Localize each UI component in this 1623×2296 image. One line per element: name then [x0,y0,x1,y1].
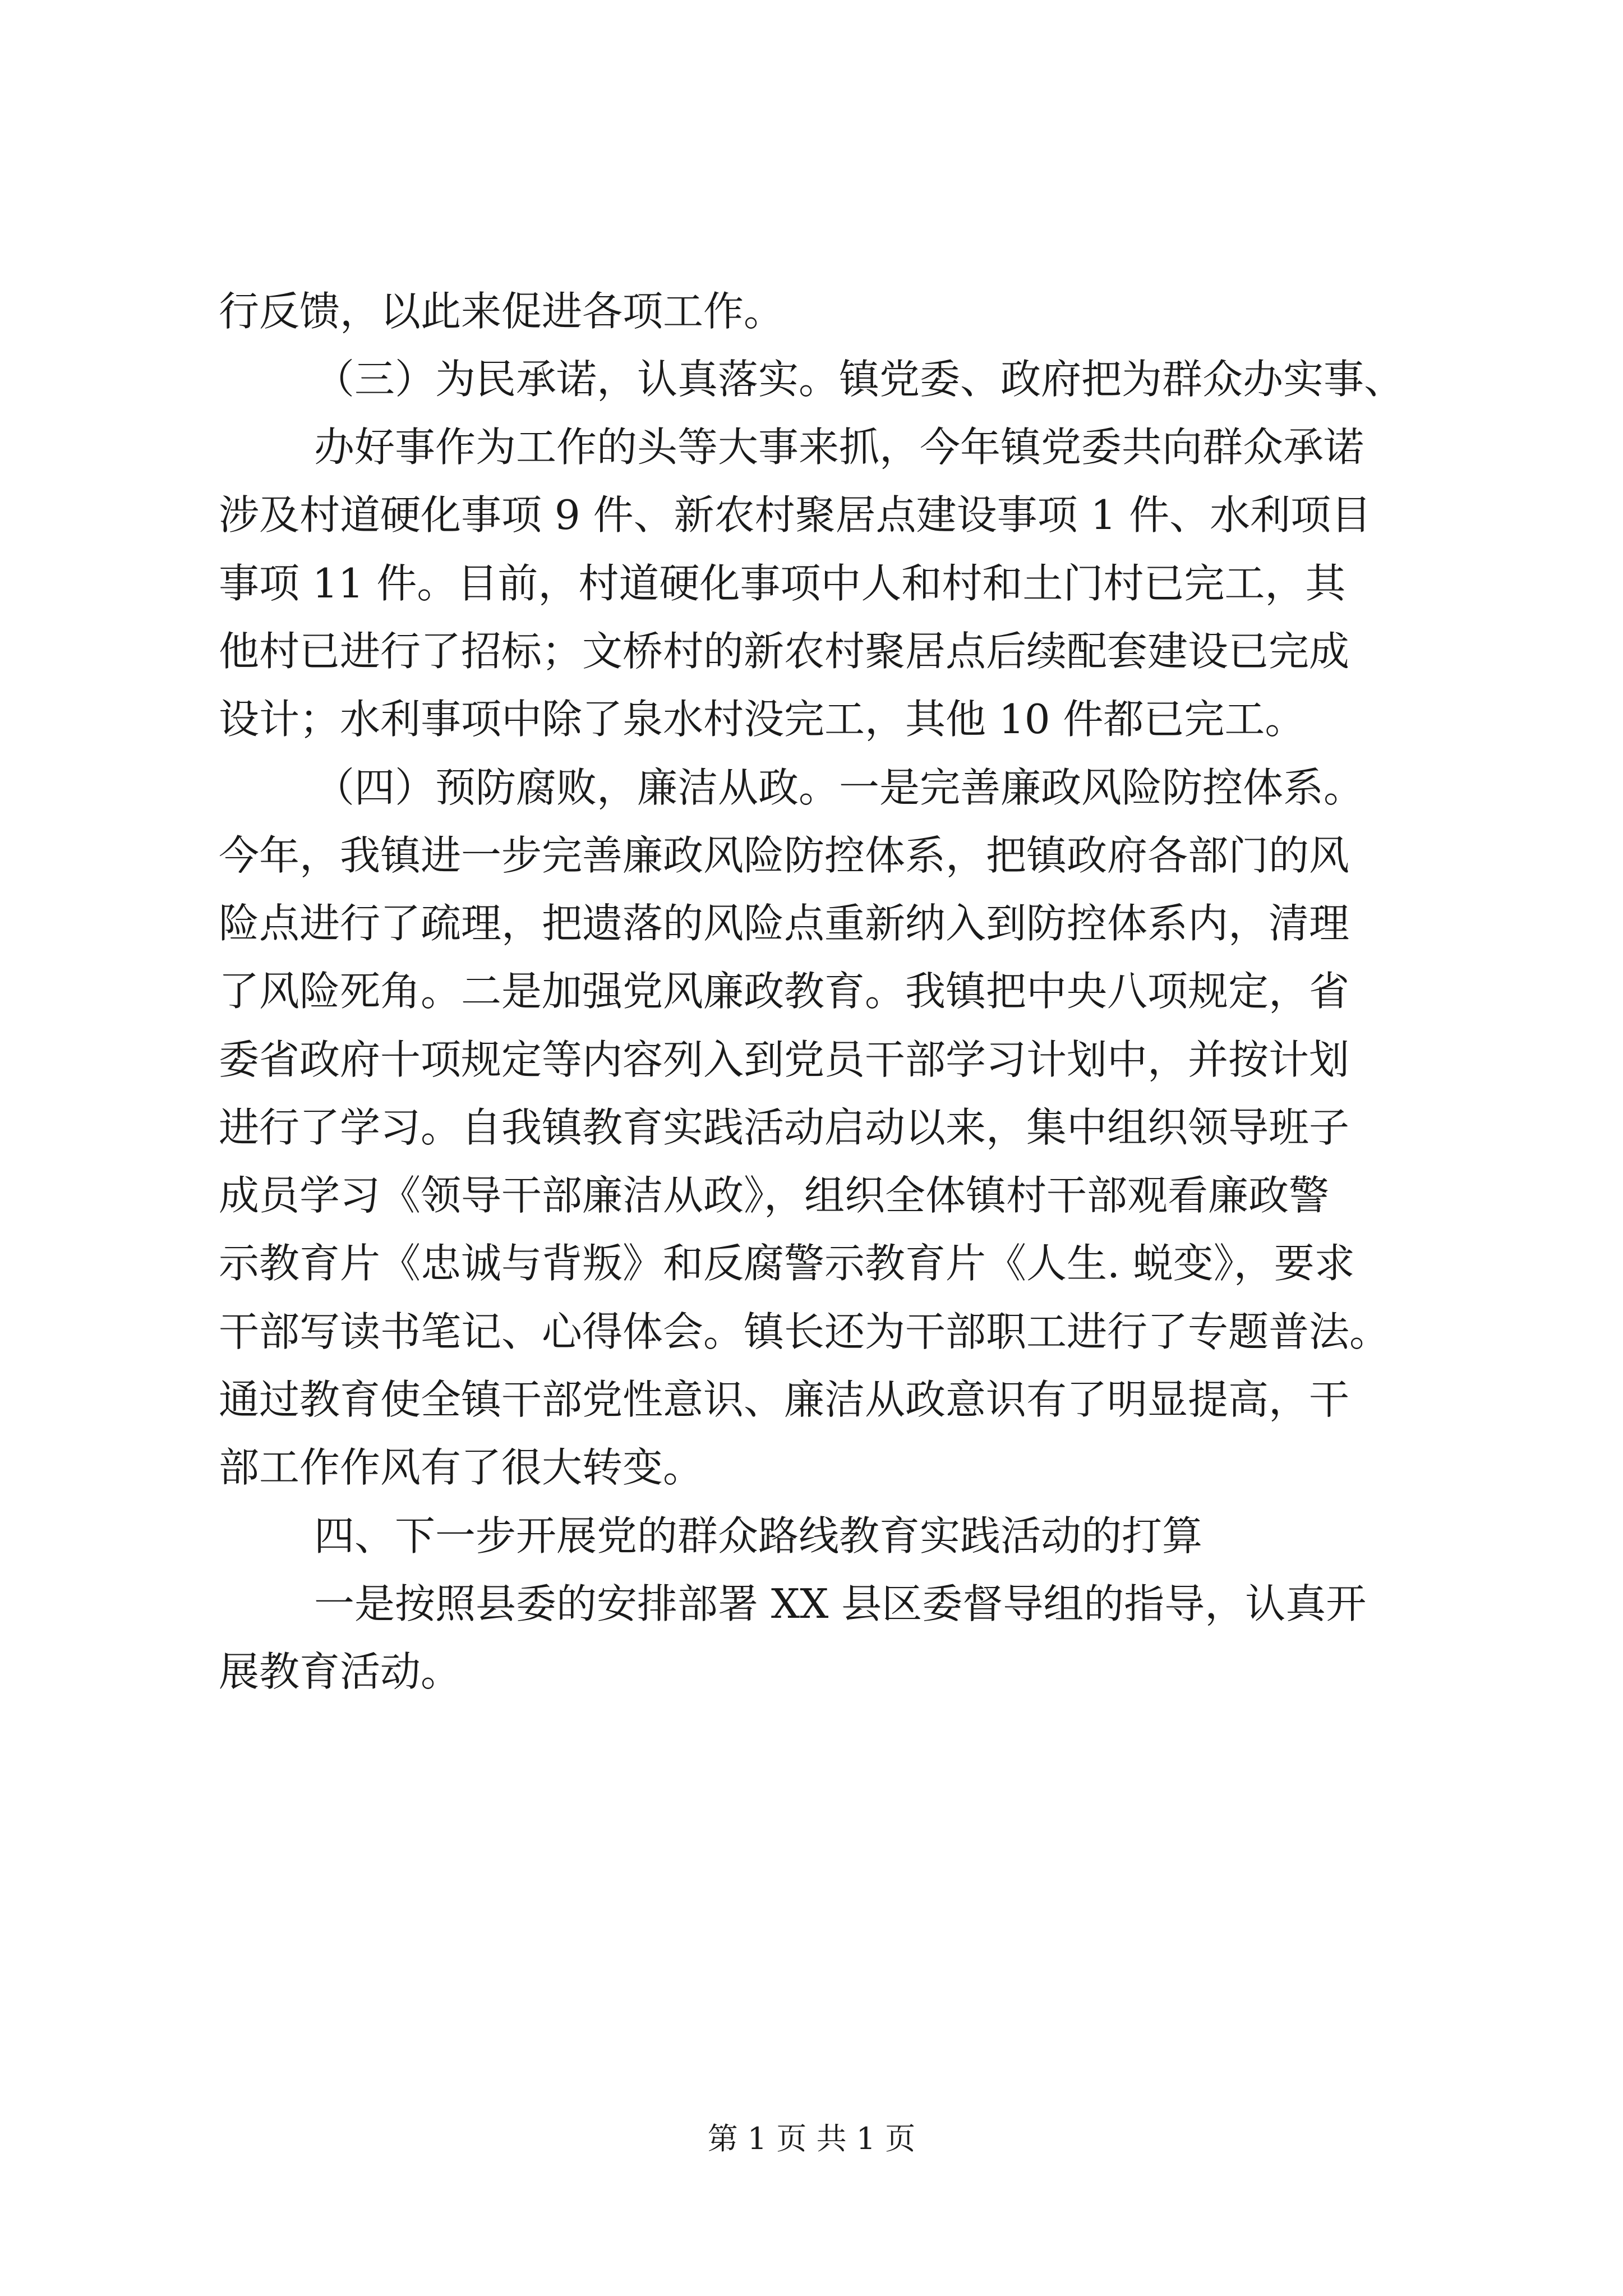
text-line-10: 险点进行了疏理，把遗落的风险点重新纳入到防控体系内，清理 [219,900,1350,947]
text-line-21: 展教育活动。 [219,1648,462,1695]
text-line-17: 通过教育使全镇干部党性意识、廉洁从政意识有了明显提高，干 [219,1376,1350,1423]
text-line-12: 委省政府十项规定等内容列入到党员干部学习计划中，并按计划 [219,1036,1350,1083]
text-line-3: 办好事作为工作的头等大事来抓，今年镇党委共向群众承诺 [314,424,1364,471]
text-line-2: （三）为民承诺，认真落实。镇党委、政府把为群众办实事、 [314,356,1405,403]
text-line-13: 进行了学习。自我镇教育实践活动启动以来，集中组织领导班子 [219,1104,1350,1151]
text-line-4: 涉及村道硬化事项 9 件、新农村聚居点建设事项 1 件、水利项目 [219,491,1372,539]
text-line-15: 示教育片《忠诚与背叛》和反腐警示教育片《人生. 蜕变》，要求 [219,1240,1355,1287]
text-line-11: 了风险死角。二是加强党风廉政教育。我镇把中央八项规定，省 [219,968,1350,1015]
text-line-16: 干部写读书笔记、心得体会。镇长还为干部职工进行了专题普法。 [219,1308,1390,1355]
text-line-6: 他村已进行了招标；文桥村的新农村聚居点后续配套建设已完成 [219,628,1350,675]
page-footer: 第 1 页 共 1 页 [707,2121,916,2156]
text-line-1: 行反馈，以此来促进各项工作。 [219,288,785,335]
text-line-14: 成员学习《领导干部廉洁从政》，组织全体镇村干部观看廉政警 [219,1172,1330,1219]
text-line-5: 事项 11 件。目前，村道硬化事项中人和村和土门村已完工，其 [219,560,1346,607]
text-line-7: 设计；水利事项中除了泉水村没完工，其他 10 件都已完工。 [219,696,1306,743]
text-line-8: （四）预防腐败，廉洁从政。一是完善廉政风险防控体系。 [314,764,1364,811]
text-line-9: 今年，我镇进一步完善廉政风险防控体系，把镇政府各部门的风 [219,832,1350,879]
text-line-20: 一是按照县委的安排部署 XX 县区委督导组的指导，认真开 [314,1580,1367,1627]
text-line-18: 部工作作风有了很大转变。 [219,1444,704,1491]
text-line-19: 四、下一步开展党的群众路线教育实践活动的打算 [314,1512,1203,1559]
